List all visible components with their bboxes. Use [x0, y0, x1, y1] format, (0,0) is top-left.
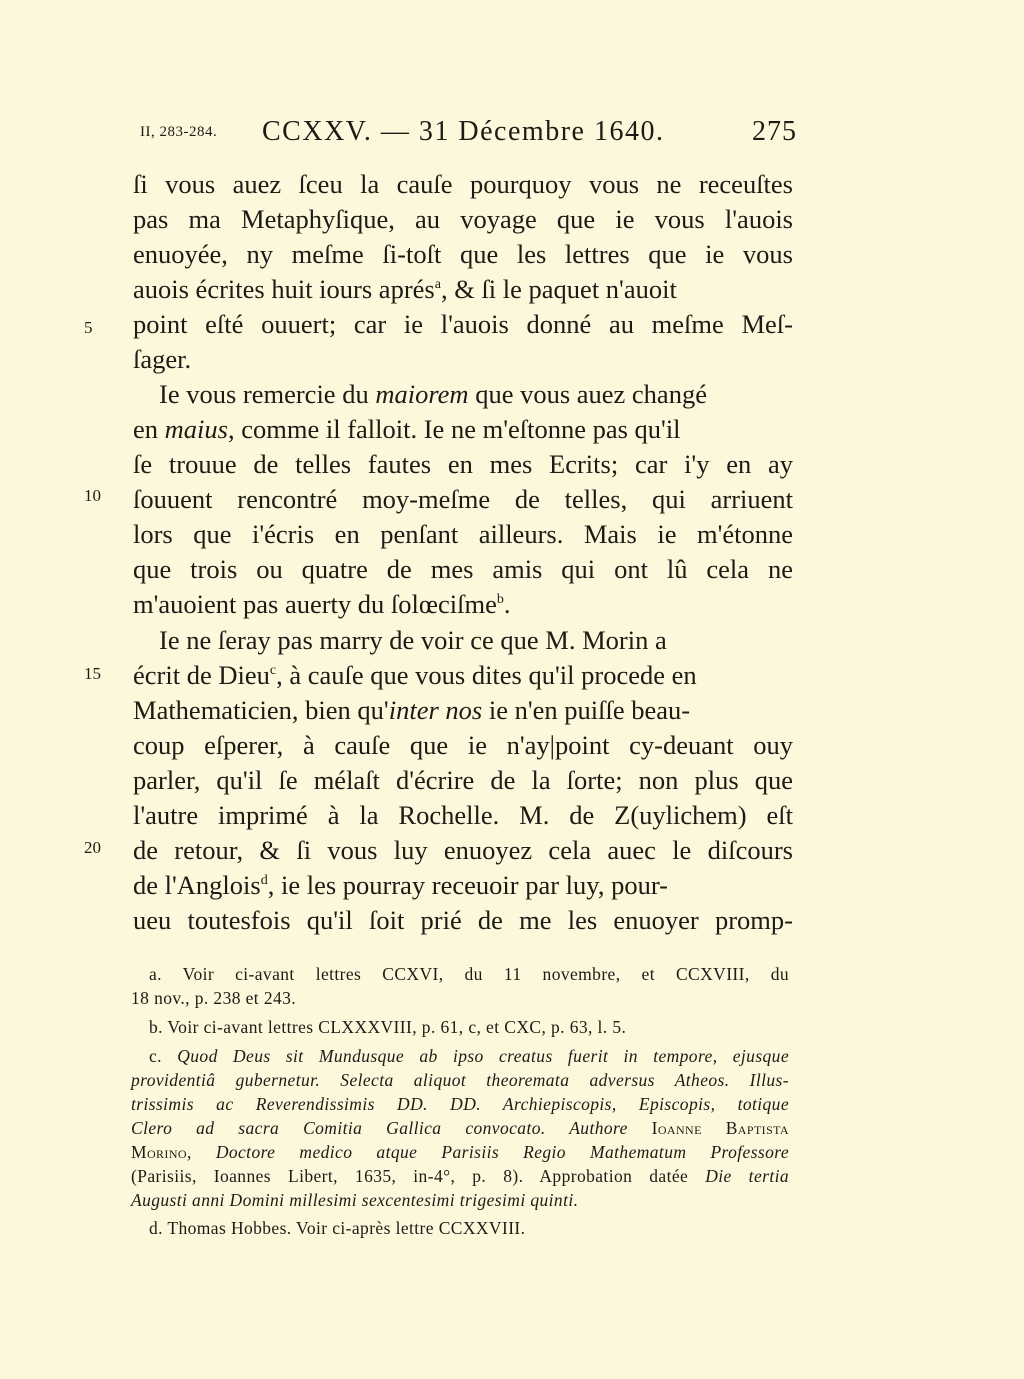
note-ref-d: d: [260, 873, 268, 889]
footnote-c-cont: (Parisiis, Ioannes Libert, 1635, in-4°, p. 8). Approbation datée Die tertia: [131, 1166, 789, 1186]
note-ref-b: b: [496, 592, 504, 608]
footnote-c-cont: Clero ad sacra Comitia Gallica convocato. Authore Ioanne Baptista: [131, 1118, 789, 1138]
text-line: que trois ou quatre de mes amis qui ont lû cela ne: [133, 554, 793, 584]
text-line: coup eſperer, à cauſe que ie n'ay|point cy-deuant ouy: [133, 730, 793, 760]
text-line: m'auoient pas auerty du ſolœciſme$^b$.: [133, 589, 511, 619]
line-number-20: 20: [84, 838, 101, 857]
text-line: ueu toutesfois qu'il ſoit prié de me les enuoyer promp-: [133, 905, 793, 935]
text-line: parler, qu'il ſe mélaſt d'écrire de la ſorte; non plus que: [133, 765, 793, 795]
page-number: 275: [752, 116, 797, 147]
text-line: pas ma Metaphyſique, au voyage que ie vous l'auois: [133, 204, 793, 234]
text-line: écrit de Dieu$^c$, à cauſe que vous dites qu'il procede en: [133, 660, 697, 690]
footnote-a: a. Voir ci-avant lettres CCXVI, du 11 novembre, et CCXVIII, du: [149, 964, 789, 984]
note-ref-c: c: [269, 663, 277, 679]
text-line: point eſté ouuert; car ie l'auois donné au meſme Meſ-: [133, 309, 793, 339]
text-line: Ie ne ſeray pas marry de voir ce que M. Morin a: [159, 625, 667, 655]
line-number-5: 5: [84, 318, 93, 337]
header-letter-title: CCXXV. — 31 Décembre 1640.: [262, 116, 665, 147]
text-line: de l'Anglois$^d$, ie les pourray receuoir par luy, pour-: [133, 870, 668, 900]
text-line: lors que i'écris en penſant ailleurs. Mais ie m'étonne: [133, 519, 793, 549]
footnote-c-cont: Augusti anni Domini millesimi sexcentesimi trigesimi quinti.: [131, 1190, 579, 1210]
text-line: ſouuent rencontré moy-meſme de telles, qui arriuent: [133, 484, 793, 514]
line-number-10: 10: [84, 486, 101, 505]
header-volume-reference: II, 283-284.: [140, 124, 218, 140]
text-line: ſe trouue de telles fautes en mes Ecrits; car i'y en ay: [133, 449, 793, 479]
footnote-b: b. Voir ci-avant lettres CLXXXVIII, p. 61, c, et CXC, p. 63, l. 5.: [149, 1017, 627, 1037]
text-line: enuoyée, ny meſme ſi-toſt que les lettres que ie vous: [133, 239, 793, 269]
footnote-c-cont: providentiâ gubernetur. Selecta aliquot theoremata adversus Atheos. Illus-: [131, 1070, 789, 1090]
text-line: ſi vous auez ſceu la cauſe pourquoy vous ne receuſtes: [133, 169, 793, 199]
text-line: ſager.: [133, 344, 192, 374]
footnote-c-cont: trissimis ac Reverendissimis DD. DD. Archiepiscopis, Episcopis, totique: [131, 1094, 789, 1114]
text-line: de retour, & ſi vous luy enuoyez cela auec le diſcours: [133, 835, 793, 865]
note-ref-a: a: [434, 277, 441, 293]
text-line: l'autre imprimé à la Rochelle. M. de Z(uylichem) eſt: [133, 800, 793, 830]
line-number-15: 15: [84, 664, 101, 683]
footnote-c-cont: Morino, Doctore medico atque Parisiis Regio Mathematum Professore: [131, 1142, 789, 1162]
footnote-c: c. Quod Deus sit Mundusque ab ipso creatus fuerit in tempore, ejusque: [149, 1046, 789, 1066]
text-line: en maius, comme il falloit. Ie ne m'eſtonne pas qu'il: [133, 414, 681, 444]
text-line: auois écrites huit iours aprés$^a$, & ſi le paquet n'auoit: [133, 274, 677, 304]
footnote-a-cont: 18 nov., p. 238 et 243.: [131, 988, 297, 1008]
text-line: Mathematicien, bien qu'inter nos ie n'en puiſſe beau-: [133, 695, 691, 725]
footnote-d: d. Thomas Hobbes. Voir ci-après lettre CCXXVIII.: [149, 1218, 526, 1238]
running-header: [0, 116, 1024, 152]
text-line: Ie vous remercie du maiorem que vous auez changé: [159, 379, 707, 409]
